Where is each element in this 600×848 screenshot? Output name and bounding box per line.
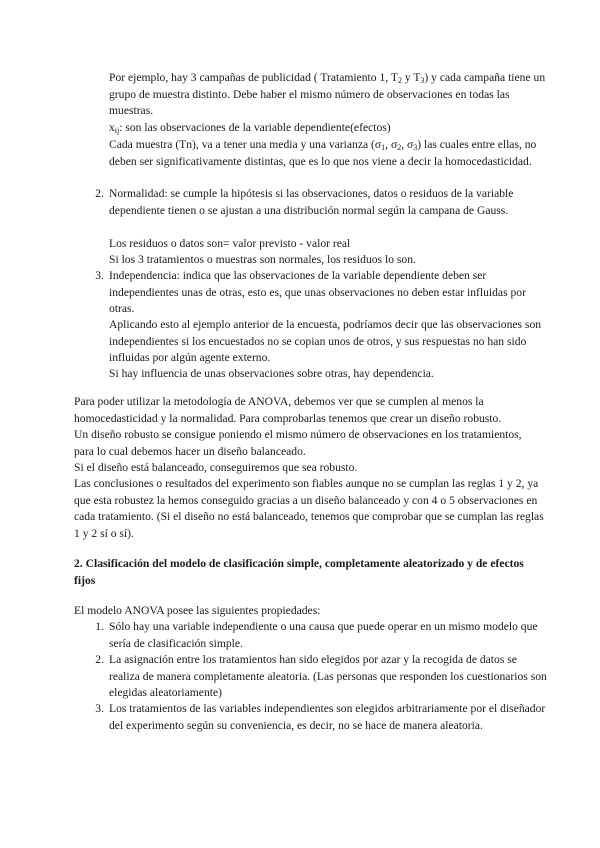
sigma-symbol: σ	[406, 138, 414, 151]
sigma-symbol: σ	[390, 138, 398, 151]
xij-text: : son las observaciones de la variable dependiente(efectos)	[119, 121, 391, 134]
sigma-symbol: σ	[374, 138, 382, 151]
anova-paragraph-2: Un diseño robusto se consigue poniendo el mismo número de observaciones en los tratamientos, para lo cual debemos hacer un diseño balanceado.	[74, 428, 522, 458]
normality-example: Si los 3 tratamientos o muestras son normales, los residuos lo son.	[109, 253, 416, 266]
list-item: La asignación entre los tratamientos han sido elegidos por azar y la recogida de datos se realiza de manera completamente aleatoria. (Las personas que responden los cuestionarios son elegidas aleatoriamente)	[109, 653, 547, 700]
example-campaigns	[109, 70, 549, 120]
list-number: 1.	[95, 620, 104, 633]
xij-subscript: ij	[114, 126, 120, 135]
anova-paragraph-3: Si el diseño está balanceado, conseguiremos que sea robusto.	[74, 461, 358, 474]
xij-symbol: x	[109, 121, 115, 134]
section-heading: 2. Clasificación del modelo de clasificación simple, completamente aleatorizado y de efectos fijos	[74, 557, 524, 587]
list-number: 3.	[95, 702, 104, 715]
independence-example: Aplicando esto al ejemplo anterior de la encuesta, podríamos decir que las observaciones son independientes si los encuestados no se copian unos de otros, y sus respuestas no han sido influidas por algún agente externo.	[109, 318, 542, 365]
dependence-note: Si hay influencia de unas observaciones sobre otras, hay dependencia.	[109, 367, 434, 380]
list-number: 2.	[95, 187, 104, 200]
sample-tail: ) las cuales entre ellas, no deben ser significativamente distintas, que es lo que nos viene a decir la homocedasticidad.	[109, 138, 537, 168]
independence-text: Independencia: indica que las observaciones de la variable dependiente deben ser independientes unas de otras, esto es, que unas observaciones no deben estar influidas por otras.	[109, 269, 526, 316]
anova-paragraph-4: Las conclusiones o resultados del experimento son fiables aunque no se cumplan las reglas 1 y 2, ya que esta robustez la hemos conseguido gracias a un diseño balanceado y con 4 o 5 observaciones en cada tratamiento. (Si el diseño no está balanceado, tenemos que comprobar que se cumplan las reglas 1 y 2 sí o sí).	[74, 477, 544, 540]
sigma1-subscript: 1	[381, 143, 386, 152]
anova-paragraph-1: Para poder utilizar la metodología de ANOVA, debemos ver que se cumplen al menos la homocedasticidad y la normalidad. Para comprobarlas tenemos que crear un diseño robusto.	[74, 395, 502, 425]
list-number: 3.	[95, 269, 104, 282]
t2-subscript: 2	[397, 76, 402, 85]
list-number: 2.	[95, 653, 104, 666]
t3-subscript: 3	[420, 76, 425, 85]
sigma3-subscript: 3	[413, 143, 418, 152]
residuals-text: Los residuos o datos son= valor previsto - valor real	[109, 237, 351, 250]
example-tail: ) y cada campaña tiene un grupo de muestra distinto. Debe haber el mismo número de observaciones en todas las muestras.	[109, 71, 546, 118]
sample-variance-text	[109, 137, 549, 170]
section-intro: El modelo ANOVA posee las siguientes propiedades:	[74, 604, 321, 617]
example-text: Por ejemplo, hay 3 campañas de publicidad ( Tratamiento 1, T	[109, 71, 398, 84]
separator: ,	[401, 138, 407, 151]
list-item: Los tratamientos de las variables independientes son elegidos arbitrariamente por el diseñador del experimento según su conveniencia, es decir, no se hace de manera aleatoria.	[109, 702, 546, 732]
separator: ,	[385, 138, 391, 151]
xij-definition	[109, 120, 549, 137]
sample-text: Cada muestra (Tn), va a tener una media y una varianza (	[109, 138, 375, 151]
normality-text: Normalidad: se cumple la hipótesis si las observaciones, datos o residuos de la variable dependiente tienen o se ajustan a una distribución normal según la campana de Gauss.	[109, 187, 514, 217]
example-connector: y T	[401, 71, 421, 84]
list-item: Sólo hay una variable independiente o una causa que puede operar en un mismo modelo que sería de clasificación simple.	[109, 620, 538, 650]
sigma2-subscript: 2	[397, 143, 402, 152]
